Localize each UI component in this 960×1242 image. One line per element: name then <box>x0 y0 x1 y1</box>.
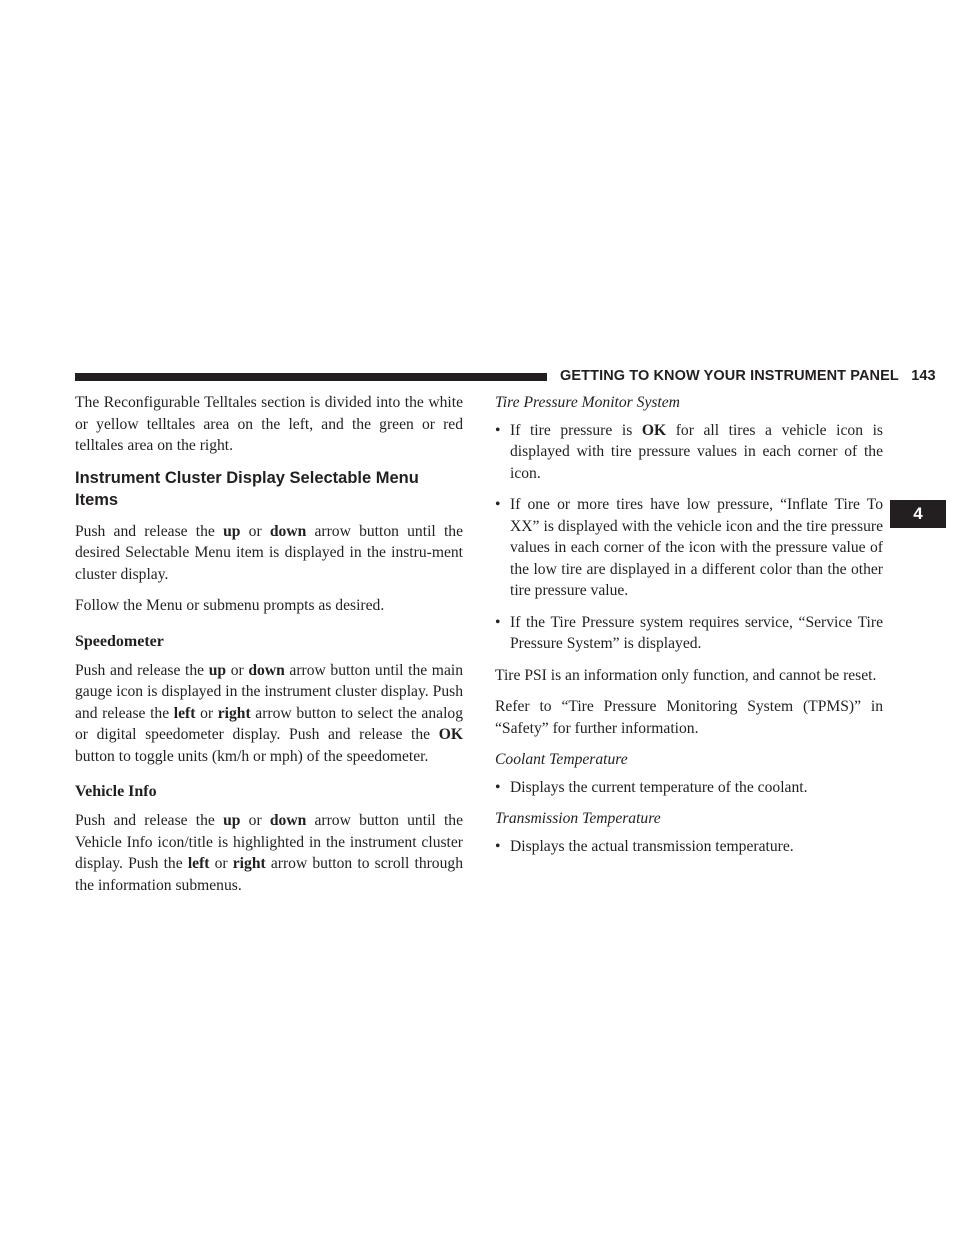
tpms-heading: Tire Pressure Monitor System <box>495 394 680 411</box>
running-header <box>560 368 936 384</box>
coolant-list <box>495 777 883 799</box>
tpms-list <box>495 420 883 655</box>
left-keyword: left <box>173 704 196 722</box>
chapter-tab <box>890 500 946 528</box>
header-title: GETTING TO KNOW YOUR INSTRUMENT PANEL <box>560 368 899 384</box>
left-column <box>75 392 463 906</box>
up-keyword: up <box>223 812 241 829</box>
menu-paragraph: Push and release the up or down arrow button until the desired Selectable Menu item is displayed in the instru-ment cluster display. <box>75 522 463 583</box>
header-rule <box>75 373 547 381</box>
down-keyword: down <box>269 522 307 540</box>
ok-keyword: OK <box>641 421 667 439</box>
intro-paragraph: The Reconfigurable Telltales section is divided into the white or yellow telltales area on the left, and the green or red telltales area on the right. <box>75 394 463 454</box>
up-keyword: up <box>208 661 227 679</box>
list-item: • Displays the current temperature of the coolant. <box>495 777 883 799</box>
down-keyword: down <box>248 661 285 679</box>
ok-keyword: OK <box>438 726 463 743</box>
psi-note: Tire PSI is an information only function, and cannot be reset. <box>495 666 877 684</box>
chapter-number: 4 <box>913 504 923 523</box>
transmission-list <box>495 836 883 858</box>
list-item: • Displays the actual transmission temperature. <box>495 836 883 858</box>
list-item: • If tire pressure is OK for all tires a vehicle icon is displayed with tire pressure values in each corner of the icon. <box>495 420 883 485</box>
down-keyword: down <box>269 812 307 829</box>
section-heading: Instrument Cluster Display Selectable Menu Items <box>75 468 419 509</box>
left-keyword: left <box>187 855 210 872</box>
up-keyword: up <box>223 522 241 540</box>
page-number: 143 <box>911 368 936 384</box>
list-item: • If the Tire Pressure system requires service, “Service Tire Pressure System” is displayed. <box>495 612 883 655</box>
speedometer-heading: Speedometer <box>75 632 164 650</box>
coolant-heading: Coolant Temperature <box>495 751 628 768</box>
transmission-heading: Transmission Temperature <box>495 810 661 827</box>
speedometer-paragraph: Push and release the up or down arrow button until the main gauge icon is displayed in the instrument cluster display. Push and release the left or right arrow button to select the analog or digital speedometer display. Push and release the OK button to toggle units (km/h or mph) of the speedometer. <box>75 661 463 765</box>
right-column <box>495 392 883 867</box>
vehicle-info-heading: Vehicle Info <box>75 783 157 800</box>
vehicle-info-paragraph: Push and release the up or down arrow button until the Vehicle Info icon/title is highlighted in the instrument cluster display. Push the left or right arrow button to scroll through the information submenus. <box>75 812 463 894</box>
right-keyword: right <box>217 704 251 722</box>
right-keyword: right <box>232 855 266 872</box>
list-item: • If one or more tires have low pressure, “Inflate Tire To XX” is displayed with the vehicle icon and the tire pressure values in each corner of the icon with the pressure value of the low tire are displayed in a different color than the other tire pressure value. <box>495 494 883 602</box>
refer-note: Refer to “Tire Pressure Monitoring System (TPMS)” in “Safety” for further information. <box>495 698 883 737</box>
follow-paragraph: Follow the Menu or submenu prompts as desired. <box>75 597 385 614</box>
